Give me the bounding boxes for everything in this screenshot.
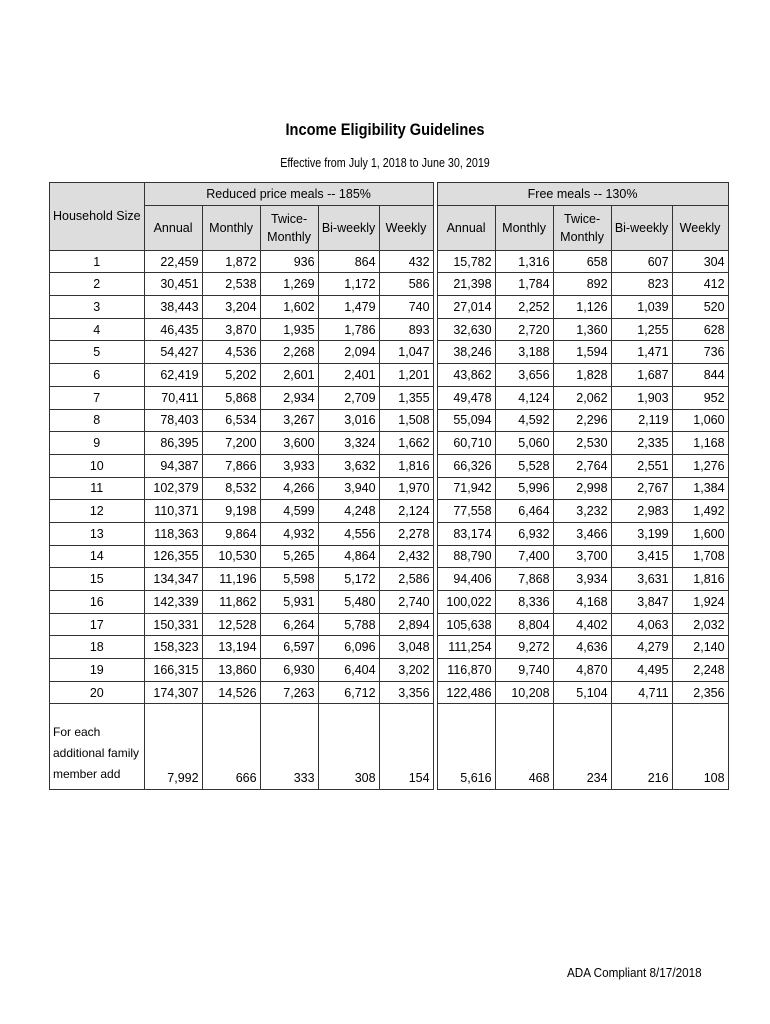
free-value-cell: 4,279 (611, 636, 672, 659)
free-value-cell: 32,630 (437, 318, 495, 341)
reduced-value-cell: 5,868 (202, 386, 260, 409)
free-value-cell: 9,740 (495, 659, 553, 682)
table-row (50, 636, 729, 659)
reduced-value-cell: 94,387 (144, 454, 202, 477)
reduced-value-cell: 102,379 (144, 477, 202, 500)
reduced-value-cell: 740 (379, 296, 433, 319)
reduced-value-cell: 70,411 (144, 386, 202, 409)
reduced-value-cell: 2,401 (318, 364, 379, 387)
reduced-value-cell: 5,480 (318, 591, 379, 614)
reduced-additional-cell: 333 (260, 704, 318, 790)
household-size-cell: 2 (50, 273, 145, 296)
free-value-cell: 21,398 (437, 273, 495, 296)
free-value-cell: 4,636 (553, 636, 611, 659)
free-value-cell: 3,631 (611, 568, 672, 591)
free-value-cell: 1,816 (672, 568, 728, 591)
col-annual-free: Annual (437, 205, 495, 250)
page-subtitle: Effective from July 1, 2018 to June 30, 2019 (280, 156, 490, 170)
reduced-value-cell: 1,602 (260, 296, 318, 319)
reduced-value-cell: 12,528 (202, 613, 260, 636)
reduced-value-cell: 1,269 (260, 273, 318, 296)
free-value-cell: 88,790 (437, 545, 495, 568)
free-value-cell: 5,060 (495, 432, 553, 455)
reduced-value-cell: 174,307 (144, 681, 202, 704)
reduced-value-cell: 166,315 (144, 659, 202, 682)
free-value-cell: 607 (611, 250, 672, 273)
free-value-cell: 83,174 (437, 522, 495, 545)
reduced-value-cell: 1,201 (379, 364, 433, 387)
free-value-cell: 3,656 (495, 364, 553, 387)
free-value-cell: 4,711 (611, 681, 672, 704)
income-guidelines-table (49, 182, 729, 790)
reduced-value-cell: 1,508 (379, 409, 433, 432)
free-value-cell: 3,188 (495, 341, 553, 364)
reduced-value-cell: 1,872 (202, 250, 260, 273)
free-value-cell: 2,140 (672, 636, 728, 659)
free-value-cell: 1,276 (672, 454, 728, 477)
reduced-value-cell: 3,940 (318, 477, 379, 500)
table-row (50, 591, 729, 614)
reduced-value-cell: 1,816 (379, 454, 433, 477)
table-row (50, 568, 729, 591)
reduced-price-group-header: Reduced price meals -- 185% (144, 183, 433, 206)
additional-member-label: For each additional family member add (50, 704, 145, 790)
page-title: Income Eligibility Guidelines (285, 120, 485, 139)
free-value-cell: 4,592 (495, 409, 553, 432)
free-value-cell: 4,124 (495, 386, 553, 409)
reduced-value-cell: 110,371 (144, 500, 202, 523)
free-value-cell: 1,492 (672, 500, 728, 523)
free-additional-cell: 5,616 (437, 704, 495, 790)
reduced-value-cell: 8,532 (202, 477, 260, 500)
free-meals-group-header: Free meals -- 130% (437, 183, 728, 206)
free-value-cell: 658 (553, 250, 611, 273)
table-row (50, 318, 729, 341)
household-size-header: Household Size (50, 183, 145, 251)
reduced-value-cell: 150,331 (144, 613, 202, 636)
free-value-cell: 520 (672, 296, 728, 319)
reduced-value-cell: 6,264 (260, 613, 318, 636)
reduced-value-cell: 5,931 (260, 591, 318, 614)
free-value-cell: 94,406 (437, 568, 495, 591)
table-row (50, 613, 729, 636)
reduced-value-cell: 893 (379, 318, 433, 341)
free-value-cell: 892 (553, 273, 611, 296)
reduced-value-cell: 11,862 (202, 591, 260, 614)
reduced-value-cell: 2,709 (318, 386, 379, 409)
household-size-cell: 1 (50, 250, 145, 273)
reduced-value-cell: 13,860 (202, 659, 260, 682)
table-row (50, 477, 729, 500)
free-value-cell: 3,199 (611, 522, 672, 545)
reduced-value-cell: 13,194 (202, 636, 260, 659)
household-size-cell: 10 (50, 454, 145, 477)
reduced-value-cell: 6,930 (260, 659, 318, 682)
free-value-cell: 2,119 (611, 409, 672, 432)
free-value-cell: 77,558 (437, 500, 495, 523)
reduced-value-cell: 3,632 (318, 454, 379, 477)
reduced-value-cell: 7,866 (202, 454, 260, 477)
reduced-value-cell: 5,172 (318, 568, 379, 591)
reduced-value-cell: 158,323 (144, 636, 202, 659)
reduced-value-cell: 3,356 (379, 681, 433, 704)
household-size-cell: 18 (50, 636, 145, 659)
reduced-value-cell: 1,172 (318, 273, 379, 296)
reduced-value-cell: 586 (379, 273, 433, 296)
table-row (50, 273, 729, 296)
reduced-value-cell: 46,435 (144, 318, 202, 341)
free-value-cell: 2,335 (611, 432, 672, 455)
reduced-value-cell: 4,864 (318, 545, 379, 568)
reduced-value-cell: 6,597 (260, 636, 318, 659)
col-biweekly-free: Bi-weekly (611, 205, 672, 250)
free-value-cell: 2,551 (611, 454, 672, 477)
free-value-cell: 4,870 (553, 659, 611, 682)
reduced-value-cell: 7,263 (260, 681, 318, 704)
reduced-value-cell: 4,248 (318, 500, 379, 523)
free-value-cell: 1,471 (611, 341, 672, 364)
free-value-cell: 4,402 (553, 613, 611, 636)
reduced-value-cell: 9,198 (202, 500, 260, 523)
household-size-cell: 5 (50, 341, 145, 364)
reduced-additional-cell: 7,992 (144, 704, 202, 790)
table-row (50, 454, 729, 477)
reduced-value-cell: 2,432 (379, 545, 433, 568)
free-value-cell: 2,032 (672, 613, 728, 636)
reduced-value-cell: 4,556 (318, 522, 379, 545)
reduced-value-cell: 3,267 (260, 409, 318, 432)
free-value-cell: 628 (672, 318, 728, 341)
household-size-cell: 8 (50, 409, 145, 432)
reduced-value-cell: 86,395 (144, 432, 202, 455)
reduced-value-cell: 3,016 (318, 409, 379, 432)
reduced-value-cell: 30,451 (144, 273, 202, 296)
reduced-value-cell: 936 (260, 250, 318, 273)
free-value-cell: 2,998 (553, 477, 611, 500)
reduced-value-cell: 2,094 (318, 341, 379, 364)
free-value-cell: 1,039 (611, 296, 672, 319)
free-additional-cell: 108 (672, 704, 728, 790)
free-value-cell: 2,983 (611, 500, 672, 523)
table-row (50, 432, 729, 455)
table-row (50, 522, 729, 545)
household-size-cell: 3 (50, 296, 145, 319)
free-value-cell: 1,126 (553, 296, 611, 319)
household-size-cell: 16 (50, 591, 145, 614)
free-value-cell: 1,255 (611, 318, 672, 341)
free-value-cell: 3,415 (611, 545, 672, 568)
reduced-value-cell: 54,427 (144, 341, 202, 364)
reduced-value-cell: 10,530 (202, 545, 260, 568)
free-value-cell: 1,316 (495, 250, 553, 273)
free-value-cell: 10,208 (495, 681, 553, 704)
table-row (50, 250, 729, 273)
household-size-cell: 6 (50, 364, 145, 387)
free-value-cell: 2,767 (611, 477, 672, 500)
free-additional-cell: 216 (611, 704, 672, 790)
free-value-cell: 116,870 (437, 659, 495, 682)
col-twice-monthly-free: Twice- Monthly (553, 205, 611, 250)
reduced-value-cell: 4,932 (260, 522, 318, 545)
table-row (50, 409, 729, 432)
free-value-cell: 5,104 (553, 681, 611, 704)
reduced-value-cell: 1,355 (379, 386, 433, 409)
free-value-cell: 60,710 (437, 432, 495, 455)
reduced-value-cell: 4,536 (202, 341, 260, 364)
free-value-cell: 736 (672, 341, 728, 364)
free-value-cell: 9,272 (495, 636, 553, 659)
reduced-value-cell: 14,526 (202, 681, 260, 704)
reduced-value-cell: 2,586 (379, 568, 433, 591)
reduced-value-cell: 5,598 (260, 568, 318, 591)
reduced-value-cell: 2,740 (379, 591, 433, 614)
reduced-value-cell: 6,534 (202, 409, 260, 432)
reduced-value-cell: 4,599 (260, 500, 318, 523)
reduced-value-cell: 2,601 (260, 364, 318, 387)
household-size-cell: 4 (50, 318, 145, 341)
col-biweekly-reduced: Bi-weekly (318, 205, 379, 250)
free-value-cell: 823 (611, 273, 672, 296)
reduced-value-cell: 3,933 (260, 454, 318, 477)
col-monthly-reduced: Monthly (202, 205, 260, 250)
free-value-cell: 66,326 (437, 454, 495, 477)
free-value-cell: 2,720 (495, 318, 553, 341)
free-value-cell: 38,246 (437, 341, 495, 364)
free-value-cell: 8,804 (495, 613, 553, 636)
free-value-cell: 3,232 (553, 500, 611, 523)
col-weekly-reduced: Weekly (379, 205, 433, 250)
reduced-additional-cell: 308 (318, 704, 379, 790)
free-value-cell: 43,862 (437, 364, 495, 387)
free-value-cell: 6,464 (495, 500, 553, 523)
reduced-value-cell: 62,419 (144, 364, 202, 387)
table-row (50, 364, 729, 387)
free-value-cell: 4,495 (611, 659, 672, 682)
household-size-cell: 19 (50, 659, 145, 682)
table-row (50, 500, 729, 523)
free-value-cell: 2,062 (553, 386, 611, 409)
free-value-cell: 15,782 (437, 250, 495, 273)
free-value-cell: 8,336 (495, 591, 553, 614)
free-value-cell: 2,252 (495, 296, 553, 319)
reduced-value-cell: 9,864 (202, 522, 260, 545)
reduced-value-cell: 4,266 (260, 477, 318, 500)
reduced-value-cell: 6,404 (318, 659, 379, 682)
free-value-cell: 3,847 (611, 591, 672, 614)
free-value-cell: 3,700 (553, 545, 611, 568)
table-row (50, 296, 729, 319)
reduced-value-cell: 1,786 (318, 318, 379, 341)
free-value-cell: 1,168 (672, 432, 728, 455)
free-value-cell: 412 (672, 273, 728, 296)
free-value-cell: 7,400 (495, 545, 553, 568)
free-value-cell: 1,360 (553, 318, 611, 341)
reduced-value-cell: 11,196 (202, 568, 260, 591)
reduced-value-cell: 1,479 (318, 296, 379, 319)
free-value-cell: 3,466 (553, 522, 611, 545)
reduced-value-cell: 5,788 (318, 613, 379, 636)
free-value-cell: 1,784 (495, 273, 553, 296)
household-size-cell: 15 (50, 568, 145, 591)
reduced-value-cell: 78,403 (144, 409, 202, 432)
free-value-cell: 5,996 (495, 477, 553, 500)
free-value-cell: 1,600 (672, 522, 728, 545)
reduced-value-cell: 2,934 (260, 386, 318, 409)
reduced-value-cell: 1,970 (379, 477, 433, 500)
household-size-cell: 9 (50, 432, 145, 455)
reduced-value-cell: 3,870 (202, 318, 260, 341)
free-value-cell: 2,296 (553, 409, 611, 432)
free-value-cell: 1,060 (672, 409, 728, 432)
reduced-value-cell: 118,363 (144, 522, 202, 545)
free-value-cell: 100,022 (437, 591, 495, 614)
free-value-cell: 2,356 (672, 681, 728, 704)
free-value-cell: 1,594 (553, 341, 611, 364)
table-row (50, 386, 729, 409)
free-value-cell: 27,014 (437, 296, 495, 319)
household-size-cell: 11 (50, 477, 145, 500)
reduced-additional-cell: 154 (379, 704, 433, 790)
free-value-cell: 1,924 (672, 591, 728, 614)
table-row (50, 341, 729, 364)
reduced-value-cell: 5,202 (202, 364, 260, 387)
col-monthly-free: Monthly (495, 205, 553, 250)
col-weekly-free: Weekly (672, 205, 728, 250)
free-value-cell: 55,094 (437, 409, 495, 432)
free-value-cell: 1,828 (553, 364, 611, 387)
reduced-value-cell: 2,124 (379, 500, 433, 523)
reduced-value-cell: 3,204 (202, 296, 260, 319)
free-value-cell: 6,932 (495, 522, 553, 545)
reduced-value-cell: 3,202 (379, 659, 433, 682)
free-value-cell: 71,942 (437, 477, 495, 500)
free-value-cell: 3,934 (553, 568, 611, 591)
reduced-value-cell: 6,096 (318, 636, 379, 659)
reduced-value-cell: 2,538 (202, 273, 260, 296)
free-value-cell: 1,903 (611, 386, 672, 409)
free-value-cell: 49,478 (437, 386, 495, 409)
reduced-value-cell: 864 (318, 250, 379, 273)
free-value-cell: 2,530 (553, 432, 611, 455)
reduced-additional-cell: 666 (202, 704, 260, 790)
free-value-cell: 5,528 (495, 454, 553, 477)
reduced-value-cell: 2,894 (379, 613, 433, 636)
ada-compliance-note: ADA Compliant 8/17/2018 (567, 965, 702, 980)
reduced-value-cell: 3,324 (318, 432, 379, 455)
col-twice-monthly-reduced: Twice- Monthly (260, 205, 318, 250)
household-size-cell: 17 (50, 613, 145, 636)
reduced-value-cell: 134,347 (144, 568, 202, 591)
free-value-cell: 122,486 (437, 681, 495, 704)
free-additional-cell: 234 (553, 704, 611, 790)
free-value-cell: 1,384 (672, 477, 728, 500)
household-size-cell: 20 (50, 681, 145, 704)
free-value-cell: 304 (672, 250, 728, 273)
free-value-cell: 4,168 (553, 591, 611, 614)
free-value-cell: 844 (672, 364, 728, 387)
reduced-value-cell: 126,355 (144, 545, 202, 568)
reduced-value-cell: 7,200 (202, 432, 260, 455)
free-value-cell: 105,638 (437, 613, 495, 636)
free-value-cell: 4,063 (611, 613, 672, 636)
reduced-value-cell: 22,459 (144, 250, 202, 273)
free-value-cell: 1,687 (611, 364, 672, 387)
reduced-value-cell: 1,662 (379, 432, 433, 455)
reduced-value-cell: 2,278 (379, 522, 433, 545)
household-size-cell: 12 (50, 500, 145, 523)
reduced-value-cell: 38,443 (144, 296, 202, 319)
additional-member-row (50, 704, 729, 790)
free-value-cell: 1,708 (672, 545, 728, 568)
reduced-value-cell: 142,339 (144, 591, 202, 614)
reduced-value-cell: 3,600 (260, 432, 318, 455)
table-row (50, 659, 729, 682)
table-row (50, 545, 729, 568)
reduced-value-cell: 432 (379, 250, 433, 273)
free-additional-cell: 468 (495, 704, 553, 790)
reduced-value-cell: 2,268 (260, 341, 318, 364)
reduced-value-cell: 1,047 (379, 341, 433, 364)
free-value-cell: 952 (672, 386, 728, 409)
reduced-value-cell: 1,935 (260, 318, 318, 341)
table-row (50, 681, 729, 704)
free-value-cell: 111,254 (437, 636, 495, 659)
household-size-cell: 14 (50, 545, 145, 568)
col-annual-reduced: Annual (144, 205, 202, 250)
free-value-cell: 2,248 (672, 659, 728, 682)
household-size-cell: 7 (50, 386, 145, 409)
free-value-cell: 7,868 (495, 568, 553, 591)
household-size-cell: 13 (50, 522, 145, 545)
reduced-value-cell: 5,265 (260, 545, 318, 568)
free-value-cell: 2,764 (553, 454, 611, 477)
reduced-value-cell: 6,712 (318, 681, 379, 704)
reduced-value-cell: 3,048 (379, 636, 433, 659)
